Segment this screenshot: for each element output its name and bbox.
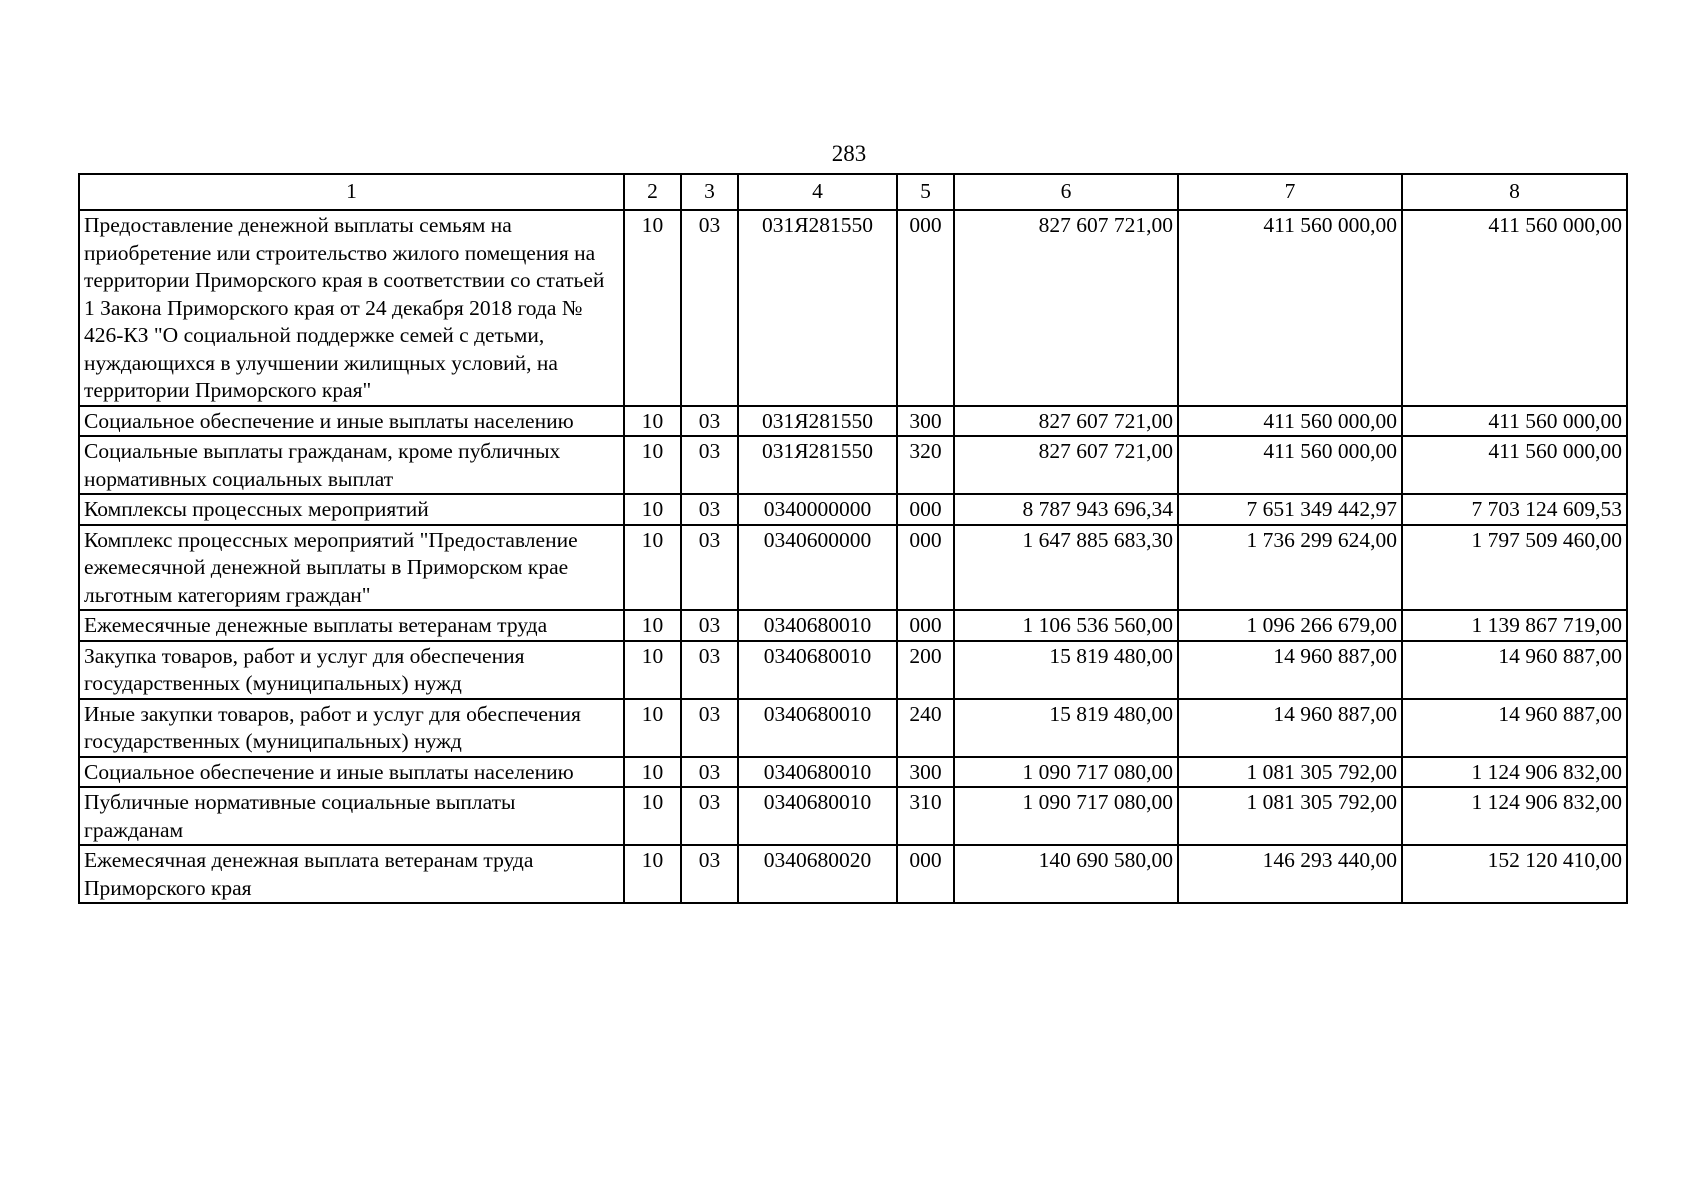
column-header-3: 3 bbox=[681, 174, 738, 210]
table-row bbox=[79, 787, 1627, 845]
expense-type-code: 000 bbox=[897, 525, 954, 611]
row-name: Закупка товаров, работ и услуг для обеспечения государственных (муниципальных) нужд bbox=[79, 641, 624, 699]
table-row bbox=[79, 210, 1627, 406]
column-header-8: 8 bbox=[1402, 174, 1627, 210]
target-article-code: 031Я281550 bbox=[738, 210, 897, 406]
subsection-code: 03 bbox=[681, 210, 738, 406]
subsection-code: 03 bbox=[681, 494, 738, 525]
amount-col-8: 1 139 867 719,00 bbox=[1402, 610, 1627, 641]
expense-type-code: 000 bbox=[897, 610, 954, 641]
expense-type-code: 300 bbox=[897, 406, 954, 437]
expense-type-code: 000 bbox=[897, 845, 954, 903]
row-name: Предоставление денежной выплаты семьям на приобретение или строительство жилого помещения на территории Приморского края в соответствии со статьей 1 Закона Приморского края от 24 декабря 2018 года № 426-КЗ "О социальной поддержке семей с детьми, нуждающихся в улучшении жилищных условий, на территории Приморского края" bbox=[79, 210, 624, 406]
subsection-code: 03 bbox=[681, 757, 738, 788]
expense-type-code: 320 bbox=[897, 436, 954, 494]
amount-col-8: 14 960 887,00 bbox=[1402, 641, 1627, 699]
amount-col-6: 1 090 717 080,00 bbox=[954, 787, 1178, 845]
section-code: 10 bbox=[624, 436, 681, 494]
page-number: 283 bbox=[831, 141, 867, 166]
row-name: Ежемесячные денежные выплаты ветеранам труда bbox=[79, 610, 624, 641]
section-code: 10 bbox=[624, 757, 681, 788]
amount-col-7: 411 560 000,00 bbox=[1178, 210, 1402, 406]
amount-col-7: 411 560 000,00 bbox=[1178, 406, 1402, 437]
subsection-code: 03 bbox=[681, 436, 738, 494]
target-article-code: 0340680010 bbox=[738, 757, 897, 788]
subsection-code: 03 bbox=[681, 699, 738, 757]
target-article-code: 0340680010 bbox=[738, 641, 897, 699]
subsection-code: 03 bbox=[681, 641, 738, 699]
expense-type-code: 000 bbox=[897, 210, 954, 406]
row-name: Социальное обеспечение и иные выплаты населению bbox=[79, 406, 624, 437]
amount-col-6: 827 607 721,00 bbox=[954, 210, 1178, 406]
amount-col-8: 14 960 887,00 bbox=[1402, 699, 1627, 757]
table-row bbox=[79, 845, 1627, 903]
amount-col-8: 1 124 906 832,00 bbox=[1402, 787, 1627, 845]
section-code: 10 bbox=[624, 525, 681, 611]
budget-table bbox=[78, 173, 1628, 904]
amount-col-6: 827 607 721,00 bbox=[954, 406, 1178, 437]
amount-col-8: 1 797 509 460,00 bbox=[1402, 525, 1627, 611]
row-name: Ежемесячная денежная выплата ветеранам труда Приморского края bbox=[79, 845, 624, 903]
section-code: 10 bbox=[624, 406, 681, 437]
target-article-code: 0340600000 bbox=[738, 525, 897, 611]
amount-col-6: 140 690 580,00 bbox=[954, 845, 1178, 903]
row-name: Комплексы процессных мероприятий bbox=[79, 494, 624, 525]
amount-col-7: 14 960 887,00 bbox=[1178, 699, 1402, 757]
amount-col-8: 411 560 000,00 bbox=[1402, 210, 1627, 406]
row-name: Социальные выплаты гражданам, кроме публичных нормативных социальных выплат bbox=[79, 436, 624, 494]
subsection-code: 03 bbox=[681, 406, 738, 437]
amount-col-6: 15 819 480,00 bbox=[954, 641, 1178, 699]
table-row bbox=[79, 436, 1627, 494]
section-code: 10 bbox=[624, 699, 681, 757]
expense-type-code: 000 bbox=[897, 494, 954, 525]
section-code: 10 bbox=[624, 210, 681, 406]
amount-col-6: 15 819 480,00 bbox=[954, 699, 1178, 757]
table-row bbox=[79, 406, 1627, 437]
column-header-7: 7 bbox=[1178, 174, 1402, 210]
amount-col-7: 1 096 266 679,00 bbox=[1178, 610, 1402, 641]
column-header-6: 6 bbox=[954, 174, 1178, 210]
expense-type-code: 240 bbox=[897, 699, 954, 757]
expense-type-code: 300 bbox=[897, 757, 954, 788]
row-name: Социальное обеспечение и иные выплаты населению bbox=[79, 757, 624, 788]
amount-col-7: 7 651 349 442,97 bbox=[1178, 494, 1402, 525]
target-article-code: 031Я281550 bbox=[738, 436, 897, 494]
amount-col-7: 14 960 887,00 bbox=[1178, 641, 1402, 699]
amount-col-7: 146 293 440,00 bbox=[1178, 845, 1402, 903]
amount-col-6: 8 787 943 696,34 bbox=[954, 494, 1178, 525]
amount-col-6: 827 607 721,00 bbox=[954, 436, 1178, 494]
amount-col-8: 152 120 410,00 bbox=[1402, 845, 1627, 903]
row-name: Публичные нормативные социальные выплаты гражданам bbox=[79, 787, 624, 845]
expense-type-code: 200 bbox=[897, 641, 954, 699]
column-header-1: 1 bbox=[79, 174, 624, 210]
amount-col-6: 1 106 536 560,00 bbox=[954, 610, 1178, 641]
amount-col-8: 411 560 000,00 bbox=[1402, 436, 1627, 494]
section-code: 10 bbox=[624, 845, 681, 903]
subsection-code: 03 bbox=[681, 845, 738, 903]
amount-col-7: 1 081 305 792,00 bbox=[1178, 787, 1402, 845]
target-article-code: 0340000000 bbox=[738, 494, 897, 525]
amount-col-6: 1 090 717 080,00 bbox=[954, 757, 1178, 788]
row-name: Комплекс процессных мероприятий "Предоставление ежемесячной денежной выплаты в Приморском крае льготным категориям граждан" bbox=[79, 525, 624, 611]
section-code: 10 bbox=[624, 610, 681, 641]
column-header-5: 5 bbox=[897, 174, 954, 210]
header-row bbox=[79, 174, 1627, 210]
target-article-code: 0340680010 bbox=[738, 787, 897, 845]
section-code: 10 bbox=[624, 787, 681, 845]
amount-col-7: 1 736 299 624,00 bbox=[1178, 525, 1402, 611]
table-row bbox=[79, 610, 1627, 641]
row-name: Иные закупки товаров, работ и услуг для обеспечения государственных (муниципальных) нужд bbox=[79, 699, 624, 757]
table-row bbox=[79, 525, 1627, 611]
target-article-code: 031Я281550 bbox=[738, 406, 897, 437]
amount-col-8: 7 703 124 609,53 bbox=[1402, 494, 1627, 525]
subsection-code: 03 bbox=[681, 610, 738, 641]
amount-col-6: 1 647 885 683,30 bbox=[954, 525, 1178, 611]
amount-col-7: 411 560 000,00 bbox=[1178, 436, 1402, 494]
column-header-2: 2 bbox=[624, 174, 681, 210]
subsection-code: 03 bbox=[681, 525, 738, 611]
target-article-code: 0340680010 bbox=[738, 610, 897, 641]
table-row bbox=[79, 699, 1627, 757]
section-code: 10 bbox=[624, 641, 681, 699]
amount-col-8: 1 124 906 832,00 bbox=[1402, 757, 1627, 788]
section-code: 10 bbox=[624, 494, 681, 525]
table-row bbox=[79, 757, 1627, 788]
target-article-code: 0340680020 bbox=[738, 845, 897, 903]
table-row bbox=[79, 641, 1627, 699]
column-header-4: 4 bbox=[738, 174, 897, 210]
expense-type-code: 310 bbox=[897, 787, 954, 845]
table-row bbox=[79, 494, 1627, 525]
amount-col-7: 1 081 305 792,00 bbox=[1178, 757, 1402, 788]
target-article-code: 0340680010 bbox=[738, 699, 897, 757]
subsection-code: 03 bbox=[681, 787, 738, 845]
amount-col-8: 411 560 000,00 bbox=[1402, 406, 1627, 437]
